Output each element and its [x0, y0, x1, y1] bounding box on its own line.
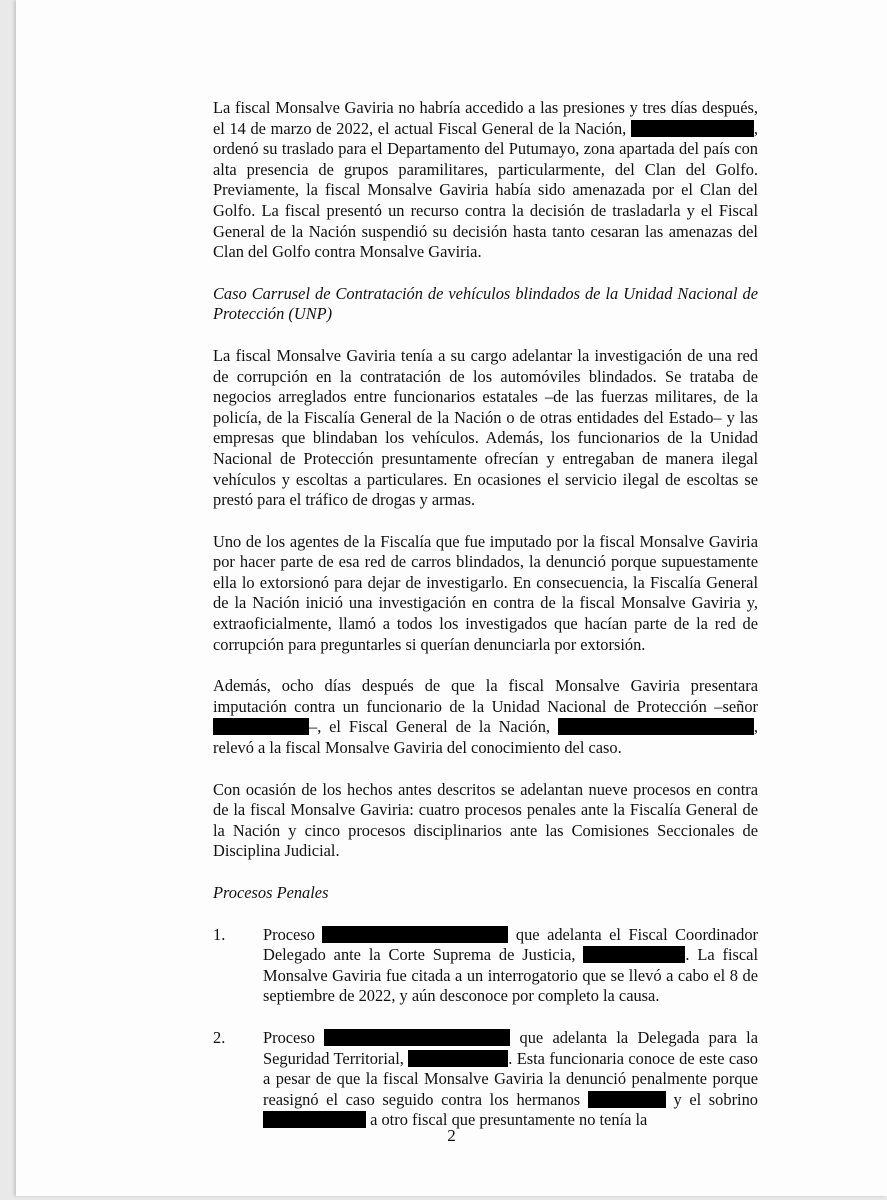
- list-item: [213, 1028, 758, 1131]
- paragraph-text: relevó a la fiscal Monsalve Gaviria del conocimiento del caso.: [213, 738, 622, 758]
- redaction-bar: [213, 718, 309, 735]
- section-heading-penales: [213, 883, 758, 904]
- redaction-bar: [588, 1091, 666, 1108]
- page-number: 2: [447, 1126, 456, 1145]
- paragraph-traslado: [213, 98, 758, 263]
- heading-text: Procesos Penales: [213, 883, 329, 902]
- list-item: [213, 925, 758, 1007]
- list-text: y el sobrino: [673, 1089, 758, 1109]
- paragraph-red-corrupcion: La fiscal Monsalve Gaviria tenía a su cargo adelantar la investigación de una red de corrupción en la contratación de los automóviles blindados. Se trataba de negocios arreglados entre funcionarios estatales –de las fuerzas militares, de la policía, de la Fiscalía General de la Nación o de otras entidades del Estado– y las empresas que blindaban los vehículos. Además, los funcionarios de la Unidad Nacional de Protección presuntamente ofrecían y entregaban de manera ilegal vehículos y escoltas a particulares. En ocasiones el servicio ilegal de escoltas se prestó para el tráfico de drogas y armas.: [213, 345, 758, 510]
- list-text: Proceso: [263, 924, 315, 944]
- paragraph-text: Además, ocho días después de que la fiscal Monsalve Gaviria presentara imputación contra un funcionario de la Unidad Nacional de Protección –señor: [213, 676, 758, 716]
- document-body: [213, 98, 758, 1131]
- list-number: 1.: [213, 924, 226, 944]
- list-number: 2.: [213, 1027, 226, 1047]
- paragraph-denuncia: Uno de los agentes de la Fiscalía que fue imputado por la fiscal Monsalve Gaviria por hacer parte de esa red de carros blindados, la denunció porque supuestamente ella lo extorsionó para dejar de investigarlo. En consecuencia, la Fiscalía General de la Nación inició una investigación en contra de la fiscal Monsalve Gaviria y, extraoficialmente, llamó a todos los investigados que hacían parte de la red de corrupción para preguntarles si querían denunciarla por extorsión.: [213, 531, 758, 654]
- paragraph-procesos: Con ocasión de los hechos antes descritos se adelantan nueve procesos en contra de la fiscal Monsalve Gaviria: cuatro procesos penales ante la Fiscalía General de la Nación y cinco procesos disciplinarios ante las Comisiones Seccionales de Disciplina Judicial.: [213, 779, 758, 861]
- paragraph-text: La fiscal Monsalve Gaviria no habría accedido a las presiones y tres días después, el 14 de marzo de 2022, el actual Fiscal General de la Nación,: [213, 98, 758, 138]
- list-text: que adelanta la Delegada para la Seguridad Territorial,: [263, 1027, 758, 1068]
- document-page: [16, 0, 887, 1196]
- redaction-bar: [631, 120, 754, 137]
- list-text: . Esta funcionaria conoce de este caso a pesar de que la fiscal Monsalve Gaviria la denunció penalmente porque reasignó el caso seguido contra los hermanos: [263, 1048, 758, 1109]
- section-heading-carrusel: [213, 284, 758, 325]
- redaction-bar: [408, 1050, 508, 1067]
- paragraph-text: –, el Fiscal General de la Nación,: [309, 717, 551, 737]
- heading-text: Caso Carrusel de Contratación de vehículos blindados de la Unidad Nacional de Protección (UNP): [213, 283, 758, 324]
- redaction-bar: [322, 926, 508, 943]
- redaction-bar: [558, 718, 754, 735]
- redaction-bar: [583, 946, 685, 963]
- paragraph-relevo: [213, 676, 758, 758]
- list-text: . La fiscal Monsalve Gaviria fue citada a un interrogatorio que se llevó a cabo el 8 de septiembre de 2022, y aún desconoce por completo la causa.: [263, 945, 758, 1006]
- list-text: Proceso: [263, 1027, 315, 1047]
- list-text: que adelanta el Fiscal Coordinador Delegado ante la Corte Suprema de Justicia,: [263, 924, 758, 965]
- redaction-bar: [324, 1029, 510, 1046]
- paragraph-text: , ordenó su traslado para el Departamento del Putumayo, zona apartada del país con alta presencia de grupos paramilitares, particularmente, del Clan del Golfo. Previamente, la fiscal Monsalve Gaviria había sido amenazada por el Clan del Golfo. La fiscal presentó un recurso contra la decisión de trasladarla y el Fiscal General de la Nación suspendió su decisión hasta tanto cesaran las amenazas del Clan del Golfo contra Monsalve Gaviria.: [213, 118, 758, 262]
- list-text: a otro fiscal que presuntamente no tenía la: [370, 1110, 648, 1130]
- paragraph-text: ,: [753, 717, 758, 737]
